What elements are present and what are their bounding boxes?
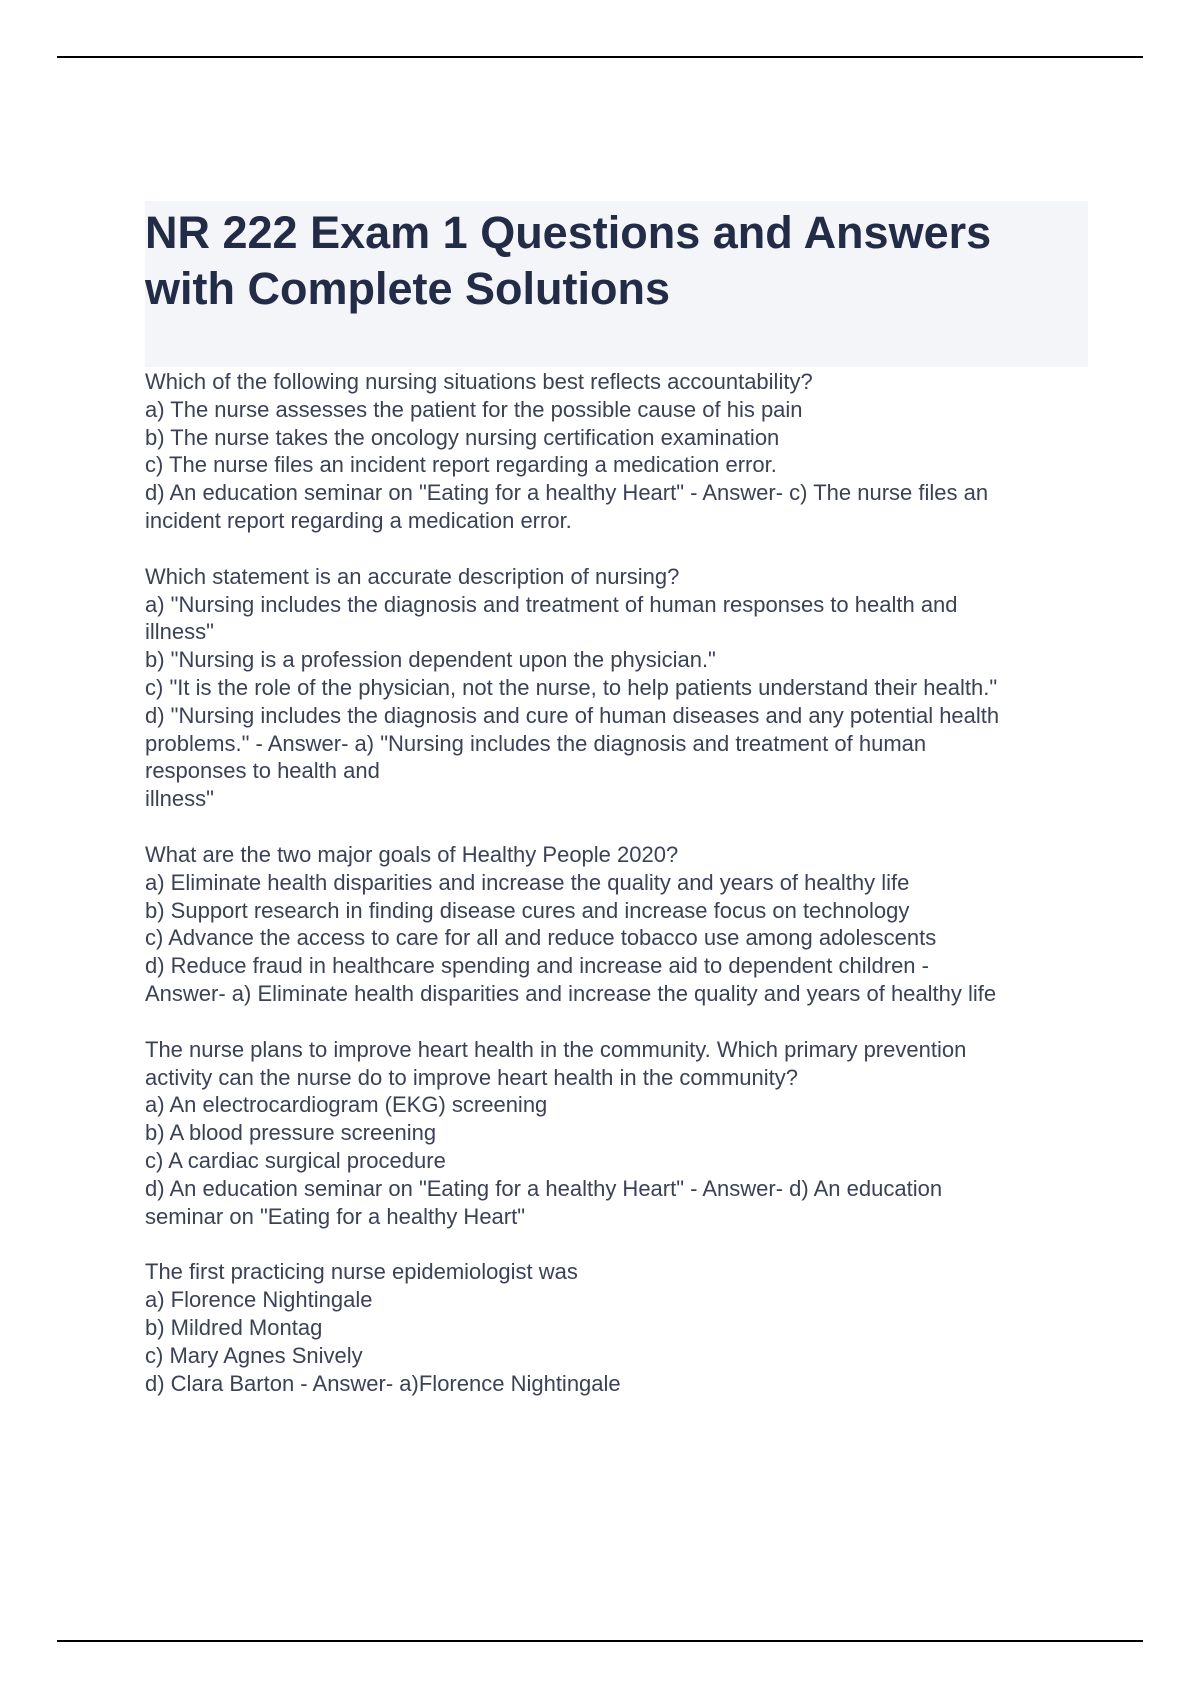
answer-text: problems." - Answer- a) "Nursing includes the diagnosis and treatment of human [145,730,927,756]
answer-option: d) An education seminar on "Eating for a healthy Heart" - Answer- d) An education [145,1175,943,1201]
answer-text: responses to health and [145,758,380,784]
title-line: with Complete Solutions [145,263,670,314]
answer-option: b) Mildred Montag [145,1314,323,1340]
bottom-rule [57,1640,1143,1642]
answer-option: c) Mary Agnes Snively [145,1342,363,1368]
answer-option: c) The nurse files an incident report regarding a medication error. [145,452,777,478]
question-block [145,563,1090,813]
question-text: Which of the following nursing situations best reflects accountability? [145,369,813,394]
answer-option: illness" [145,619,214,645]
question-text: activity can the nurse do to improve heart health in the community? [145,1064,799,1090]
question-text: The first practicing nurse epidemiologist was [145,1259,578,1285]
answer-option: c) "It is the role of the physician, not the nurse, to help patients understand their health." [145,674,998,700]
answer-option: d) Reduce fraud in healthcare spending and increase aid to dependent children - [145,953,929,979]
answer-option: a) An electrocardiogram (EKG) screening [145,1092,548,1118]
answer-option: a) Eliminate health disparities and increase the quality and years of healthy life [145,869,910,895]
answer-option: a) Florence Nightingale [145,1287,373,1313]
question-text: The nurse plans to improve heart health in the community. Which primary prevention [145,1036,967,1062]
answer-option: c) A cardiac surgical procedure [145,1147,446,1173]
answer-option: b) Support research in finding disease cures and increase focus on technology [145,897,910,923]
answer-text: illness" [145,786,214,812]
question-text: What are the two major goals of Healthy People 2020? [145,841,679,867]
answer-option: a) The nurse assesses the patient for the possible cause of his pain [145,396,803,422]
top-rule [57,56,1143,58]
answer-option: d) Clara Barton - Answer- a)Florence Nightingale [145,1370,621,1396]
answer-option: a) "Nursing includes the diagnosis and treatment of human responses to health and [145,591,958,617]
question-block [145,841,1090,1008]
answer-option: c) Advance the access to care for all and reduce tobacco use among adolescents [145,925,937,951]
question-block [145,368,1090,535]
answer-text: incident report regarding a medication error. [145,507,572,533]
answer-option: b) "Nursing is a profession dependent upon the physician." [145,647,716,673]
title-block [145,201,1088,367]
question-block [145,1036,1090,1231]
answer-option: d) "Nursing includes the diagnosis and cure of human diseases and any potential health [145,702,1000,728]
answer-option: b) A blood pressure screening [145,1120,437,1146]
answer-option: d) An education seminar on "Eating for a healthy Heart" - Answer- c) The nurse files an [145,480,989,506]
answer-option: b) The nurse takes the oncology nursing certification examination [145,424,780,450]
answer-text: Answer- a) Eliminate health disparities and increase the quality and years of healthy life [145,980,997,1006]
title-line: NR 222 Exam 1 Questions and Answers [145,207,992,258]
questions-list [145,368,1090,1425]
question-block [145,1258,1090,1397]
answer-text: seminar on "Eating for a healthy Heart" [145,1203,526,1229]
question-text: Which statement is an accurate description of nursing? [145,563,680,589]
document-title [145,205,1088,317]
